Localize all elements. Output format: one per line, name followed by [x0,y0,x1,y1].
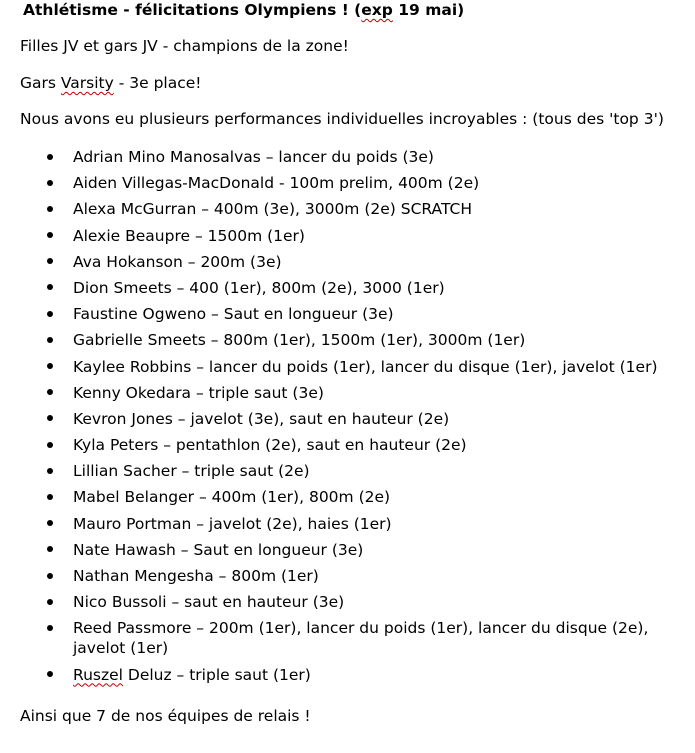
bullet-icon [47,258,53,264]
list-item [0,147,695,167]
list-item [0,592,695,612]
list-item [0,514,695,534]
list-item-text: Kenny Okedara – triple saut (3e) [73,383,324,402]
list-item [0,409,695,429]
spellcheck-flagged-word: exp [361,1,393,19]
bullet-icon [47,363,53,369]
results-list [0,147,695,691]
list-item [0,278,695,298]
list-item [0,357,695,377]
list-item-text: Gabrielle Smeets – 800m (1er), 1500m (1er), 3000m (1er) [73,331,526,350]
bullet-icon [47,415,53,421]
bullet-icon [47,284,53,290]
list-item [0,226,695,246]
heading-text-start: Athlétisme - félicitations Olympiens ! ( [23,1,362,19]
list-item [0,173,695,193]
list-item-text: Faustine Ogweno – Saut en longueur (3e) [73,305,394,324]
list-item-text: Aiden Villegas-MacDonald - 100m prelim, 400m (2e) [73,174,480,193]
paragraph-varsity-end: - 3e place! [113,74,202,92]
bullet-icon [47,442,53,448]
paragraph-varsity [20,73,201,93]
list-item-text: Alexa McGurran – 400m (3e), 3000m (2e) SCRATCH [73,200,472,219]
heading-text-end: 19 mai) [392,1,465,19]
bullet-icon [47,546,53,552]
list-item [0,252,695,272]
bullet-icon [47,232,53,238]
bullet-icon [47,206,53,212]
list-item-text: Kaylee Robbins – lancer du poids (1er), lancer du disque (1er), javelot (1er) [73,357,658,376]
bullet-icon [47,389,53,395]
paragraph-jv-champions: Filles JV et gars JV - champions de la zone! [20,37,349,55]
list-item [0,618,695,658]
list-item [0,435,695,455]
list-item-text: Kyla Peters – pentathlon (2e), saut en hauteur (2e) [73,436,467,455]
bullet-icon [47,520,53,526]
list-item [0,199,695,219]
list-item-text: Mauro Portman – javelot (2e), haies (1er) [73,514,392,533]
paragraph-individual-intro: Nous avons eu plusieurs performances individuelles incroyables : (tous des 'top 3') [20,110,664,128]
list-item-text: Nico Bussoli – saut en hauteur (3e) [73,593,345,612]
spellcheck-flagged-word: Ruszel [73,665,123,684]
bullet-icon [47,337,53,343]
bullet-icon [47,671,53,677]
list-item [0,487,695,507]
list-item-text: Alexie Beaupre – 1500m (1er) [73,226,305,245]
list-item-text: Lillian Sacher – triple saut (2e) [73,462,310,481]
spellcheck-flagged-word: Varsity [60,74,114,92]
list-item [0,330,695,350]
bullet-icon [47,494,53,500]
list-item-text: Nate Hawash – Saut en longueur (3e) [73,540,364,559]
bullet-icon [47,599,53,605]
bullet-icon [47,180,53,186]
document-heading [23,0,464,20]
list-item-text: Mabel Belanger – 400m (1er), 800m (2e) [73,488,391,507]
list-item-text: Deluz – triple saut (1er) [122,665,311,684]
list-item-text: Reed Passmore – 200m (1er), lancer du poids (1er), lancer du disque (2e), javelot (1er) [73,619,649,658]
list-item-text: Nathan Mengesha – 800m (1er) [73,567,319,585]
bullet-icon [47,154,53,160]
list-item-text: Dion Smeets – 400 (1er), 800m (2e), 3000 (1er) [73,278,445,297]
list-item [0,461,695,481]
list-item [0,383,695,403]
list-item [0,540,695,560]
list-item [0,665,695,685]
bullet-icon [47,625,53,631]
paragraph-varsity-start: Gars [20,74,61,92]
bullet-icon [47,573,53,579]
list-item-text: Ava Hokanson – 200m (3e) [73,252,282,271]
list-item-text: Adrian Mino Manosalvas – lancer du poids (3e) [73,148,434,166]
list-item [0,566,695,586]
bullet-icon [47,468,53,474]
list-item [0,304,695,324]
bullet-icon [47,311,53,317]
list-item-text: Kevron Jones – javelot (3e), saut en hauteur (2e) [73,409,450,428]
paragraph-relay-teams: Ainsi que 7 de nos équipes de relais ! [20,707,311,725]
